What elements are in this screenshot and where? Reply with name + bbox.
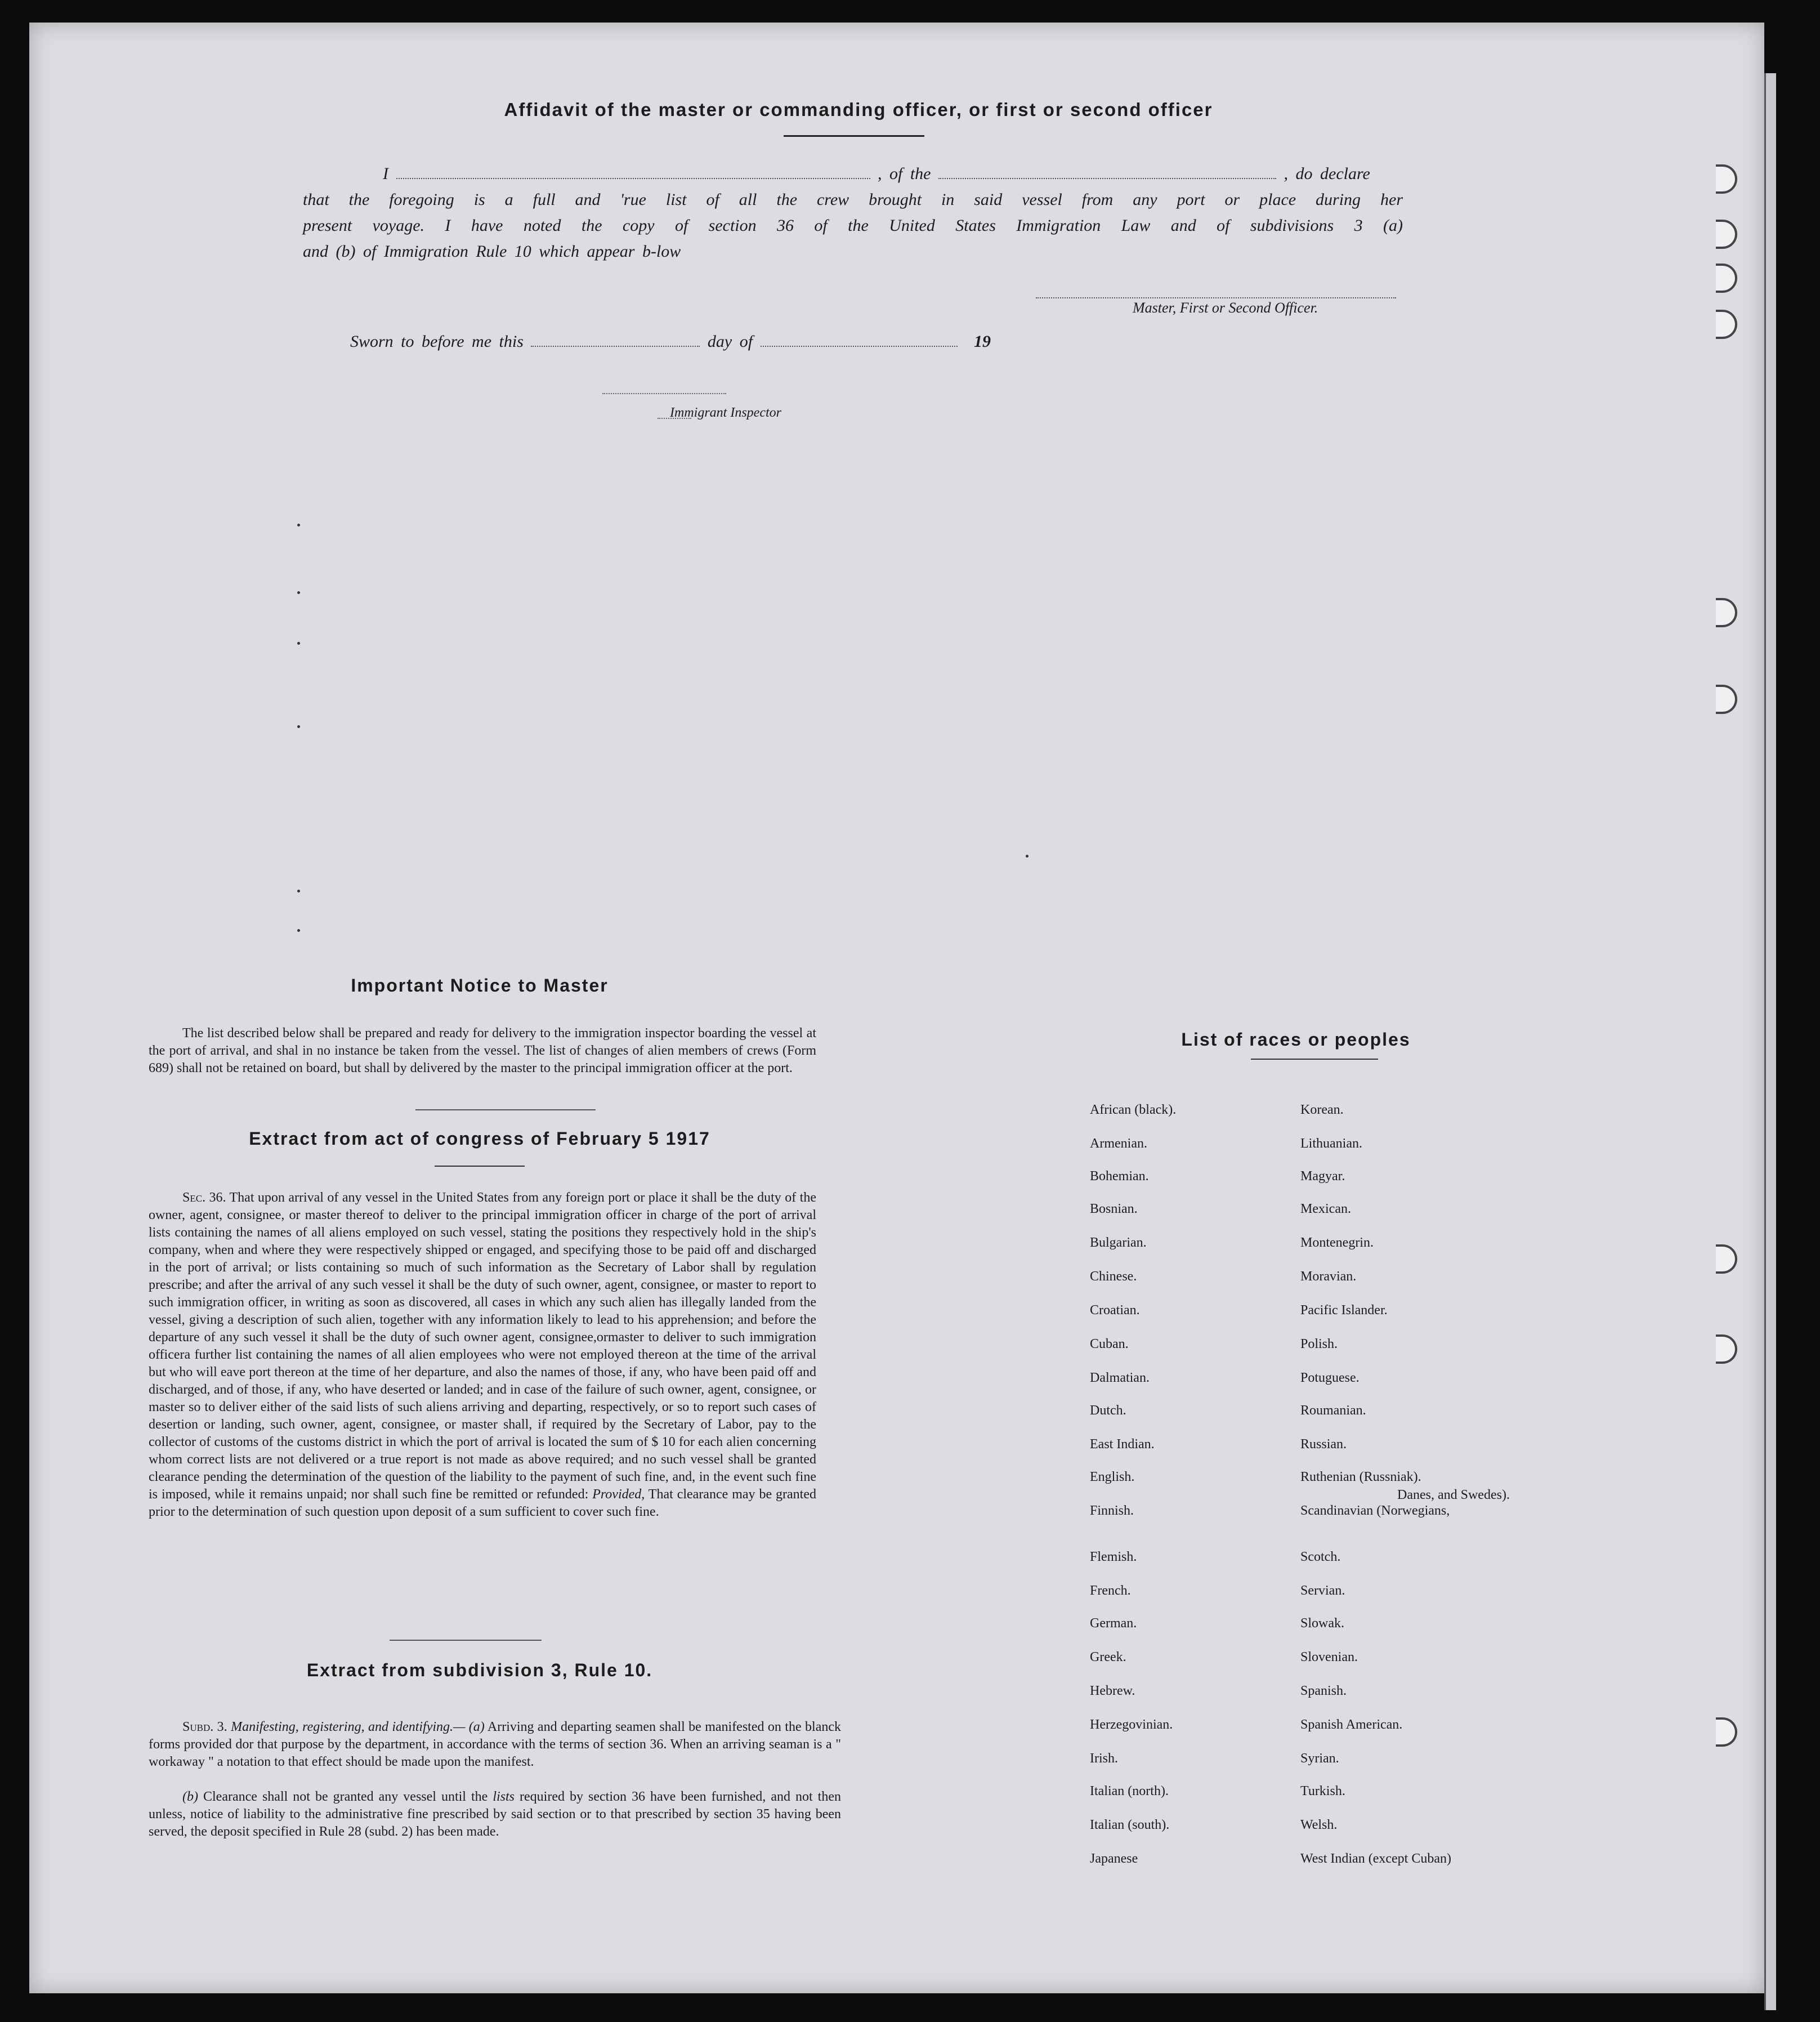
notice-rule <box>415 1109 596 1110</box>
race-left-item: Dutch. <box>1090 1403 1126 1418</box>
race-right-item: Roumanian. <box>1300 1403 1366 1418</box>
race-scandinavian-continued: Danes, and Swedes). <box>1397 1488 1510 1502</box>
affidavit-line-4: and (b) of Immigration Rule 10 which appear b-low <box>303 242 681 261</box>
rule-a-text: Arriving and departing seamen shall be manifested on the blanck forms provided dor that purpose by the department, in accordance with the terms of section 36. When an arriving seaman is a " workaway " a notation to that effect should be made upon the manifest. <box>149 1720 842 1769</box>
affidavit-of-the: , of the <box>878 164 931 183</box>
stray-mark <box>297 524 300 526</box>
stray-mark <box>297 890 300 892</box>
race-right-item: Slovenian. <box>1300 1650 1358 1664</box>
name-blank <box>396 178 870 179</box>
race-left-item: French. <box>1090 1583 1131 1598</box>
race-left-item: Bulgarian. <box>1090 1235 1147 1250</box>
sworn-prefix: Sworn to before me this <box>350 332 524 351</box>
punch-hole <box>1716 310 1737 339</box>
race-left-item: Chinese. <box>1090 1269 1137 1284</box>
affidavit-line-2: that the foregoing is a full and 'rue list of all the crew brought in said vessel from any port or place during her <box>303 190 1403 209</box>
race-right-item: Korean. <box>1300 1102 1344 1117</box>
punch-hole <box>1716 220 1737 249</box>
page-edge-strip <box>1764 73 1776 2010</box>
sworn-month-blank <box>761 346 958 347</box>
race-right-item: Syrian. <box>1300 1751 1339 1766</box>
punch-hole <box>1716 685 1737 714</box>
race-right-item: Potuguese. <box>1300 1371 1360 1385</box>
race-left-item: Japanese <box>1090 1851 1138 1866</box>
race-right-item: Montenegrin. <box>1300 1235 1374 1250</box>
punch-hole <box>1716 1334 1737 1364</box>
act-rule <box>390 1640 542 1641</box>
stray-mark <box>1026 855 1028 858</box>
affidavit-line-3: present voyage. I have noted the copy of section 36 of the United States Immigration Law and of subdivisions 3 (a) <box>303 216 1403 235</box>
race-left-item: Dalmatian. <box>1090 1371 1150 1385</box>
race-right-item: Spanish. <box>1300 1684 1347 1698</box>
race-left-item: English. <box>1090 1470 1135 1484</box>
race-left-item: East Indian. <box>1090 1437 1155 1452</box>
signature-line <box>1036 297 1396 298</box>
race-left-item: Bosnian. <box>1090 1202 1138 1216</box>
punch-hole <box>1716 264 1737 293</box>
affidavit-i: I <box>383 164 388 183</box>
rule-subd-title: Manifesting, registering, and identifying. <box>231 1720 454 1734</box>
race-left-item: Armenian. <box>1090 1136 1147 1151</box>
race-right-item: Slowak. <box>1300 1616 1344 1631</box>
race-left-item: Greek. <box>1090 1650 1126 1664</box>
race-right-item: Mexican. <box>1300 1202 1351 1216</box>
inspector-caption: Immigrant Inspector <box>670 405 781 420</box>
vessel-blank <box>938 178 1276 179</box>
race-right-item: Pacific Islander. <box>1300 1303 1388 1318</box>
race-left-item: Flemish. <box>1090 1550 1137 1564</box>
race-left-item: Croatian. <box>1090 1303 1140 1318</box>
race-right-item: Spanish American. <box>1300 1717 1403 1732</box>
race-right-item: Scotch. <box>1300 1550 1341 1564</box>
races-heading: List of races or peoples <box>1181 1029 1411 1050</box>
rule-para-b <box>149 1788 841 1841</box>
stray-mark <box>297 929 300 932</box>
stray-mark <box>297 591 300 594</box>
rule-subd-label: Subd. 3. <box>182 1720 227 1734</box>
race-left-item: Herzegovinian. <box>1090 1717 1173 1732</box>
race-left-item: Hebrew. <box>1090 1684 1135 1698</box>
race-left-item: African (black). <box>1090 1102 1177 1117</box>
race-left-item: Bohemian. <box>1090 1169 1149 1184</box>
rule-heading: Extract from subdivision 3, Rule 10. <box>306 1660 653 1680</box>
act-heading-rule <box>435 1166 525 1167</box>
notice-heading: Important Notice to Master <box>351 975 609 996</box>
race-right-item: Lithuanian. <box>1300 1136 1362 1151</box>
rule-a-marker: — (a) <box>453 1720 485 1734</box>
punch-hole <box>1716 1244 1737 1274</box>
stray-mark <box>297 725 300 728</box>
sworn-year: 19 <box>974 332 991 351</box>
race-left-item: Cuban. <box>1090 1337 1129 1351</box>
act-sec-label: Sec. 36. <box>182 1190 226 1205</box>
punch-hole <box>1716 164 1737 194</box>
heading-rule <box>784 135 924 137</box>
punch-hole <box>1716 598 1737 627</box>
punch-hole <box>1716 1717 1737 1747</box>
race-right-item: Welsh. <box>1300 1818 1338 1832</box>
race-right-item: Russian. <box>1300 1437 1347 1452</box>
race-left-item: Italian (south). <box>1090 1818 1170 1832</box>
race-right-item: Polish. <box>1300 1337 1338 1351</box>
affidavit-line-1 <box>350 161 1420 187</box>
race-left-item: Irish. <box>1090 1751 1118 1766</box>
race-left-item: Italian (north). <box>1090 1784 1169 1798</box>
race-right-item: West Indian (except Cuban) <box>1300 1851 1451 1866</box>
race-right-item: Ruthenian (Russniak). <box>1300 1470 1421 1484</box>
inspector-line-upper <box>602 393 726 394</box>
affidavit-declare: , do declare <box>1284 164 1370 183</box>
rule-b-text-1: Clearance shall not be granted any vessel until the <box>203 1789 488 1804</box>
sworn-day-blank <box>531 346 700 347</box>
race-right-item: Servian. <box>1300 1583 1345 1598</box>
race-left-item: Finnish. <box>1090 1503 1134 1518</box>
rule-para-a <box>149 1719 841 1771</box>
race-right-item: Scandinavian (Norwegians, <box>1300 1503 1450 1518</box>
rule-b-marker: (b) <box>182 1789 198 1804</box>
races-heading-rule <box>1251 1059 1378 1060</box>
stray-mark <box>297 642 300 645</box>
rule-b-text-2: required by section 36 have been furnished, and not then unless, notice of liability to the administrative fine prescribed by said section or to that prescribed by section 35 having been served, the deposit specified in Rule 28 (subd. 2) has been made. <box>149 1789 841 1839</box>
race-right-item: Turkish. <box>1300 1784 1345 1798</box>
sworn-line <box>350 329 991 355</box>
race-right-item: Magyar. <box>1300 1169 1345 1184</box>
act-provided: Provided, <box>592 1487 645 1502</box>
signature-caption: Master, First or Second Officer. <box>1133 300 1318 316</box>
act-text: That upon arrival of any vessel in the United States from any foreign port or place it shall be the duty of the owner, agent, consignee, or master thereof to deliver to the principal immigration officer in charge of the port of arrival lists containing the names of all aliens employed on such vessel, stating the positions they respectively hold in the ship's company, when and where they were respectively shipped or engaged, and specifying those to be paid off and discharged in the port of arrival; or lists containing so much of such information as the Secretary of Labor shall by regulation prescribe; and after the arrival of any such vessel it shall be the duty of such owner, agent, consignee, or master to report to such immigration officer, in writing as soon as discovered, all cases in which any such alien has illegally landed from the vessel, giving a description of such alien, together with any information likely to lead to his apprehension; and before the departure of any such vessel it shall be the duty of such owner agent, consignee,ormaster to deliver to such immigration officera further list containing the names of all alien employees who were not employed thereon at the time of the arrival but who will eave port thereon at the time of her departure, and also the names of those, if any, who have been paid off and discharged, and of those, if any, who have deserted or landed; and in case of the failure of such owner, agent, consignee, or master so to deliver either of the said lists of such aliens arriving and departing, respectively, or so to report such cases of desertion or landing, such owner, agent, consignee, or master shall, if required by the Secretary of Labor, pay to the collector of customs of the customs district in which the port of arrival is located the sum of $ 10 for each alien concerning whom correct lists are not delivered or a true report is not made as above required; and no such vessel shall be granted clearance pending the determination of the question of the liability to the payment of such fine, and, in the event such fine is imposed, while it remains unpaid; nor shall such fine be remitted or refunded: <box>149 1190 816 1502</box>
rule-b-lists: lists <box>493 1789 515 1804</box>
affidavit-heading: Affidavit of the master or commanding officer, or first or second officer <box>504 99 1213 120</box>
act-heading: Extract from act of congress of February 5 1917 <box>249 1128 710 1149</box>
race-left-item: German. <box>1090 1616 1137 1631</box>
notice-paragraph: The list described below shall be prepared and ready for delivery to the immigration inspector boarding the vessel at the port of arrival, and shal in no instance be taken from the vessel. The list of changes of alien members of crews (Form 689) shall not be retained on board, but shall by delivered by the master to the principal immigration officer at the port. <box>149 1026 816 1075</box>
act-paragraph <box>149 1189 816 1521</box>
sworn-day-of: day of <box>707 332 753 351</box>
race-right-item: Moravian. <box>1300 1269 1357 1284</box>
act-text-end: That clearance may be granted prior to the determination of such question upon deposit of a sum sufficient to cover such fine. <box>149 1487 816 1519</box>
document-page <box>29 23 1764 1993</box>
